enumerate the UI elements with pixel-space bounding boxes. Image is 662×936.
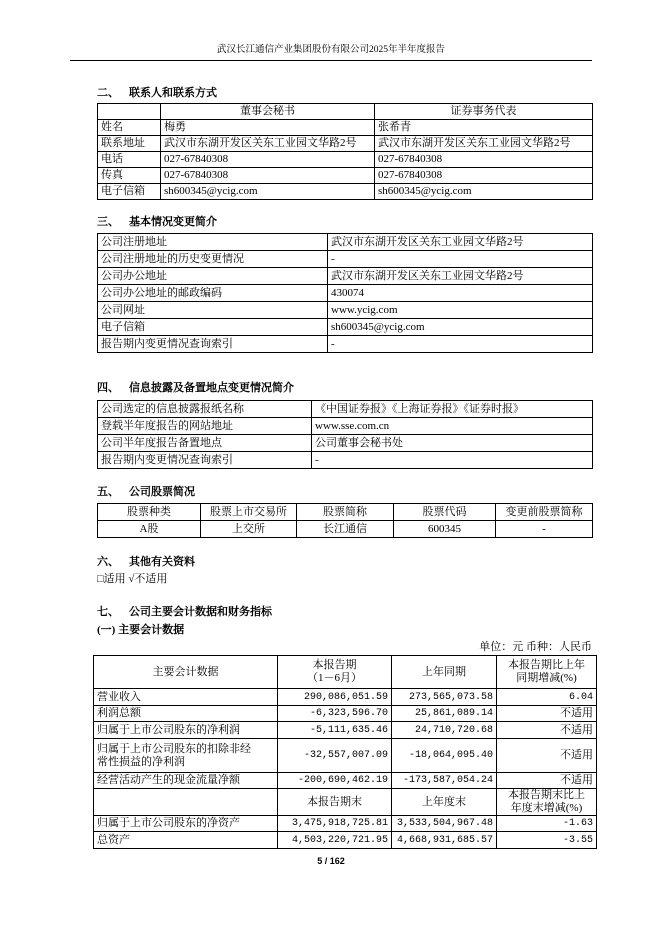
row-value: 430074 [328,285,593,302]
header-cell-secretary: 董事会秘书 [161,104,375,120]
code-value: 600345 [394,521,496,538]
section-number: 五、 [97,486,119,498]
header-cell-prior-year-end: 上年度末 [392,789,497,816]
header-line: （1－6月） [307,672,362,684]
current-value: -5,111,635.46 [278,722,392,739]
section-title: 其他有关资料 [129,556,195,568]
prior-value: 273,565,073.58 [392,689,497,706]
representative-value: 027-67840308 [375,168,593,184]
basic-info-table [97,233,593,353]
row-value: - [312,452,593,469]
former-name-value: - [496,521,593,538]
applicability-options: □适用 √不适用 [97,573,168,585]
secretary-value: 027-67840308 [161,152,375,168]
table-row [98,319,593,336]
header-line: 本报告期 [312,659,357,671]
header-line: 同期增减(%) [516,672,577,684]
table-row [94,722,597,739]
table-row [98,234,593,251]
row-label: 电子信箱 [98,184,161,200]
change-value: 不适用 [497,739,597,773]
row-label: 公司办公地址的邮政编码 [98,285,328,302]
subsection-heading: (一) 主要会计数据 [97,624,185,636]
report-header-title: 武汉长江通信产业集团股份有限公司2025年半年度报告 [216,45,445,55]
section-title: 公司股票简况 [129,486,195,498]
section-heading-other [97,555,195,569]
header-line: 本报告期比上年 [508,659,585,671]
table-row [98,418,593,435]
table-row [98,285,593,302]
row-value: - [328,336,593,353]
table-row [94,773,597,789]
header-cell-change [497,656,597,689]
current-value: 3,475,918,725.81 [278,816,392,832]
table-row [98,401,593,418]
section-heading-disclosure [97,381,294,395]
header-cell-blank [98,104,161,120]
section-heading-financials [97,605,272,619]
table-header-row [94,656,597,689]
row-label: 报告期内变更情况查询索引 [98,452,312,469]
change-value: 不适用 [497,773,597,789]
prior-value: 3,533,504,967.48 [392,816,497,832]
row-label: 电话 [98,152,161,168]
item-label: 归属于上市公司股东的扣除非经常性损益的净利润 [94,739,278,773]
item-label: 归属于上市公司股东的净资产 [94,816,278,832]
row-value: 武汉市东湖开发区关东工业园文华路2号 [328,268,593,285]
header-cell-blank [94,789,278,816]
item-label: 利润总额 [94,706,278,722]
row-value: sh600345@ycig.com [328,319,593,336]
section-number: 六、 [97,556,119,568]
section-heading-basic-info [97,215,217,229]
row-label: 电子信箱 [98,319,328,336]
row-label: 公司注册地址 [98,234,328,251]
item-label: 营业收入 [94,689,278,706]
table-row [94,689,597,706]
row-label: 公司选定的信息披露报纸名称 [98,401,312,418]
row-label: 姓名 [98,120,161,136]
table-row [94,739,597,773]
section-title: 联系人和联系方式 [129,87,217,99]
table-row [98,302,593,319]
stock-type-value: A股 [98,521,201,538]
table-row [98,136,593,152]
header-line: 本报告期末比上 [508,789,585,801]
row-label: 登载半年度报告的网站地址 [98,418,312,435]
row-value: 武汉市东湖开发区关东工业园文华路2号 [328,234,593,251]
header-cell-current-period [278,656,392,689]
row-value: www.ycig.com [328,302,593,319]
change-value: -3.55 [497,832,597,849]
header-rule [70,60,592,61]
current-value: -32,557,007.09 [278,739,392,773]
row-value: 公司董事会秘书处 [312,435,593,452]
item-label: 归属于上市公司股东的净利润 [94,722,278,739]
prior-value: -18,064,095.40 [392,739,497,773]
table-row [94,816,597,832]
representative-value: 027-67840308 [375,152,593,168]
page-number: 5 / 162 [317,856,345,866]
table-row [98,521,593,538]
current-value: 4,503,220,721.95 [278,832,392,849]
current-value: 290,086,051.59 [278,689,392,706]
row-value: www.sse.com.cn [312,418,593,435]
change-value: 6.04 [497,689,597,706]
representative-value: 张希青 [375,120,593,136]
change-value: 不适用 [497,722,597,739]
secretary-value: 027-67840308 [161,168,375,184]
unit-currency-note: 单位：元 币种：人民币 [479,641,592,653]
header-cell-period-end: 本报告期末 [278,789,392,816]
header-cell-change [497,789,597,816]
current-value: -200,690,462.19 [278,773,392,789]
row-label: 联系地址 [98,136,161,152]
row-value: - [328,251,593,268]
table-row [98,336,593,353]
item-label: 总资产 [94,832,278,849]
table-header-row [98,504,593,521]
change-value: -1.63 [497,816,597,832]
section-number: 三、 [97,216,119,228]
section-title: 公司主要会计数据和财务指标 [129,606,272,618]
header-cell-stock-type: 股票种类 [98,504,201,521]
row-label: 公司网址 [98,302,328,319]
section-number: 二、 [97,87,119,99]
representative-value: 武汉市东湖开发区关东工业园文华路2号 [375,136,593,152]
table-row [94,832,597,849]
section-number: 四、 [97,382,119,394]
row-value: 《中国证券报》《上海证券报》《证券时报》 [312,401,593,418]
disclosure-table [97,400,593,469]
short-name-value: 长江通信 [297,521,394,538]
exchange-value: 上交所 [201,521,297,538]
table-row [98,251,593,268]
table-header-row [94,789,597,816]
table-row [98,268,593,285]
row-label: 公司注册地址的历史变更情况 [98,251,328,268]
header-cell-item: 主要会计数据 [94,656,278,689]
table-row [98,152,593,168]
prior-value: -173,587,054.24 [392,773,497,789]
prior-value: 4,668,931,685.57 [392,832,497,849]
section-heading-contacts [97,86,217,100]
stock-table [97,503,593,538]
row-label: 报告期内变更情况查询索引 [98,336,328,353]
table-row [94,706,597,722]
secretary-value: sh600345@ycig.com [161,184,375,200]
financials-table [93,655,597,849]
header-cell-representative: 证券事务代表 [375,104,593,120]
section-title: 基本情况变更简介 [129,216,217,228]
table-row [98,168,593,184]
table-header-row [98,104,593,120]
change-value: 不适用 [497,706,597,722]
section-number: 七、 [97,606,119,618]
table-row [98,435,593,452]
header-cell-code: 股票代码 [394,504,496,521]
row-label: 传真 [98,168,161,184]
header-line: 年度末增减(%) [510,802,583,814]
header-cell-prior-period: 上年同期 [392,656,497,689]
current-value: -6,323,596.70 [278,706,392,722]
table-row [98,120,593,136]
secretary-value: 梅勇 [161,120,375,136]
prior-value: 24,710,720.68 [392,722,497,739]
table-row [98,184,593,200]
representative-value: sh600345@ycig.com [375,184,593,200]
section-title: 信息披露及备置地点变更情况简介 [129,382,294,394]
contacts-table [97,103,593,200]
section-heading-stock [97,485,195,499]
item-label: 经营活动产生的现金流量净额 [94,773,278,789]
header-cell-former-name: 变更前股票简称 [496,504,593,521]
table-row [98,452,593,469]
row-label: 公司半年度报告备置地点 [98,435,312,452]
secretary-value: 武汉市东湖开发区关东工业园文华路2号 [161,136,375,152]
row-label: 公司办公地址 [98,268,328,285]
prior-value: 25,861,089.14 [392,706,497,722]
header-cell-exchange: 股票上市交易所 [201,504,297,521]
header-cell-short-name: 股票简称 [297,504,394,521]
